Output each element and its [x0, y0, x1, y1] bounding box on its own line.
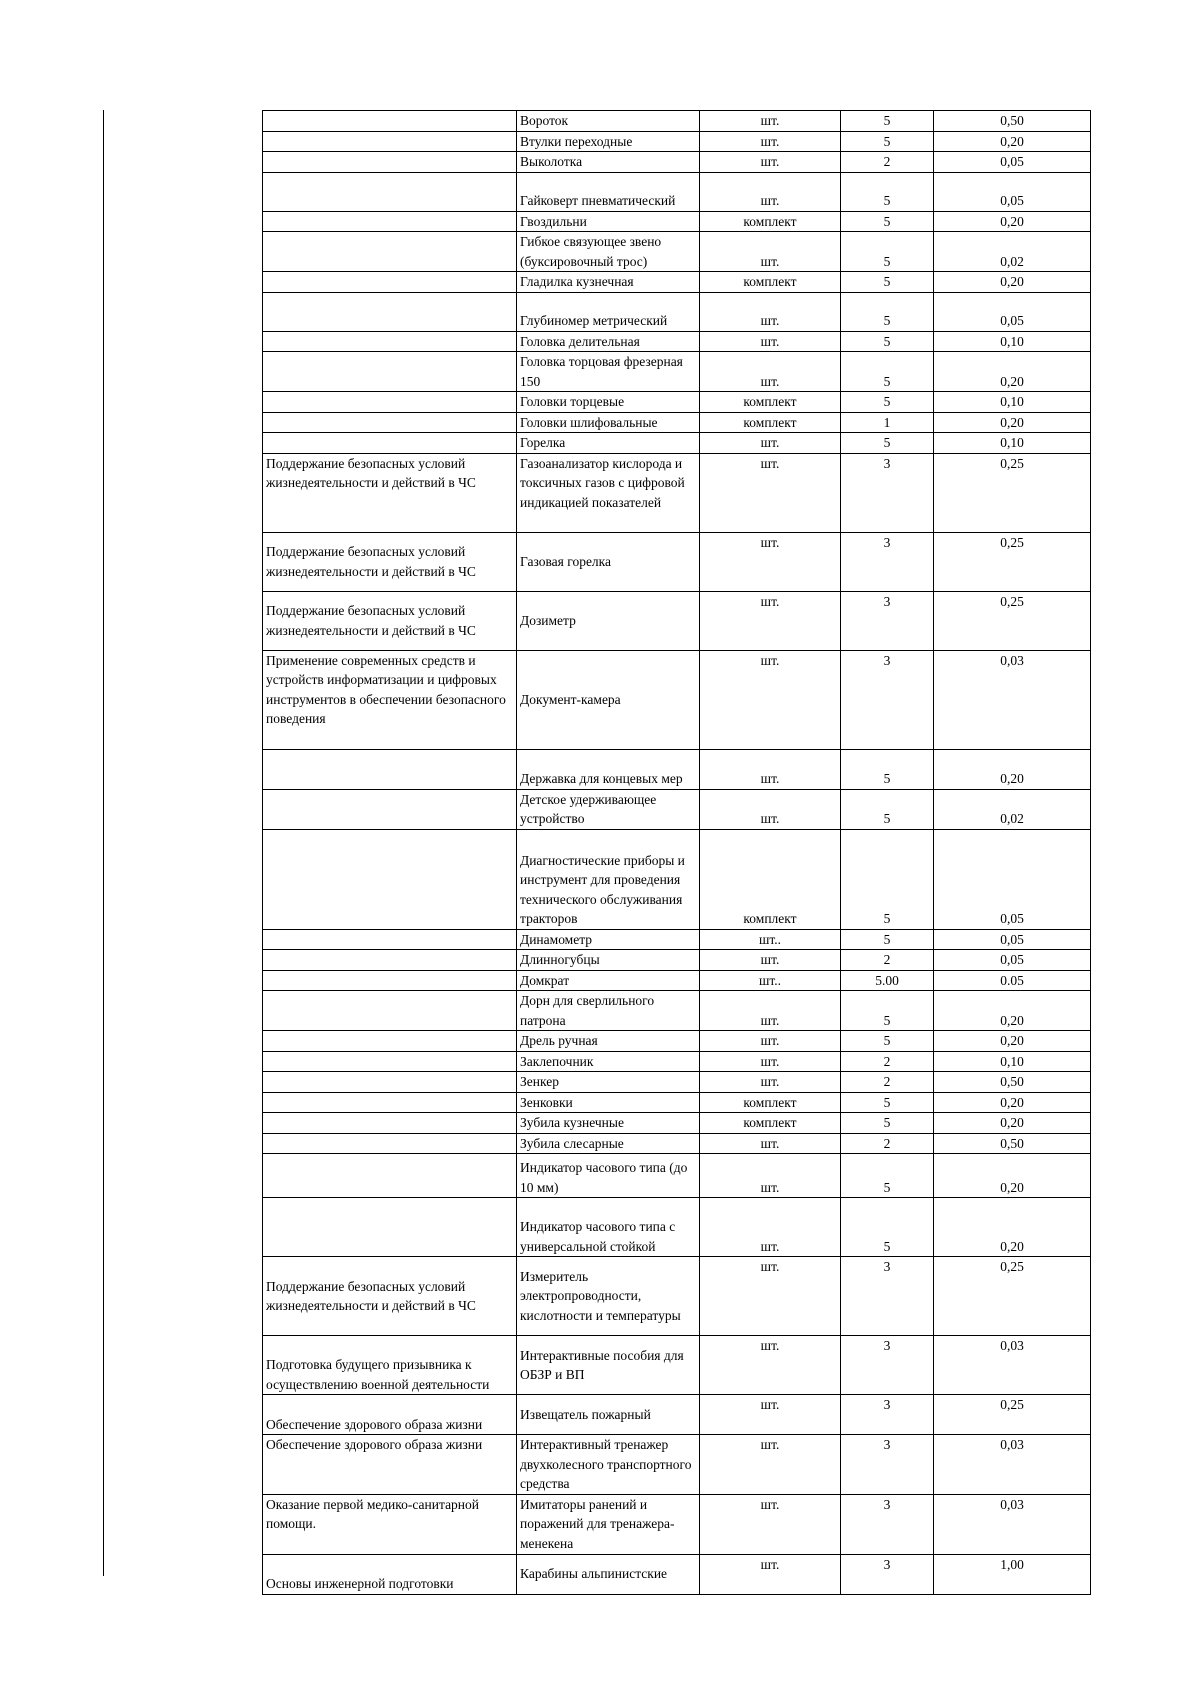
- item-name-cell: Индикатор часового типа (до 10 мм): [517, 1154, 700, 1198]
- quantity-cell: 5: [841, 929, 934, 950]
- unit-cell: шт.: [700, 1031, 841, 1052]
- section-cell: [263, 1198, 517, 1257]
- table-row: [263, 453, 1091, 532]
- item-name-cell: Дозиметр: [517, 591, 700, 650]
- ratio-cell: 0,20: [934, 131, 1091, 152]
- ratio-cell: 0,20: [934, 1092, 1091, 1113]
- unit-cell: комплект: [700, 829, 841, 929]
- quantity-cell: 3: [841, 1395, 934, 1435]
- quantity-cell: 5: [841, 352, 934, 392]
- ratio-cell: 0,03: [934, 1435, 1091, 1495]
- ratio-cell: 0,10: [934, 1051, 1091, 1072]
- section-cell: [263, 433, 517, 454]
- table-row: [263, 532, 1091, 591]
- section-cell: [263, 1113, 517, 1134]
- unit-cell: шт.: [700, 433, 841, 454]
- unit-cell: шт.: [700, 1395, 841, 1435]
- table-row: [263, 331, 1091, 352]
- ratio-cell: 1,00: [934, 1554, 1091, 1594]
- unit-cell: шт.: [700, 152, 841, 173]
- quantity-cell: 3: [841, 532, 934, 591]
- equipment-table: [262, 110, 1091, 1595]
- section-cell: Основы инженерной подготовки: [263, 1554, 517, 1594]
- table-row: [263, 1051, 1091, 1072]
- item-name-cell: Извещатель пожарный: [517, 1395, 700, 1435]
- ratio-cell: 0,50: [934, 1072, 1091, 1093]
- unit-cell: шт.: [700, 1494, 841, 1554]
- item-name-cell: Головка делительная: [517, 331, 700, 352]
- quantity-cell: 2: [841, 1072, 934, 1093]
- item-name-cell: Гибкое связующее звено (буксировочный трос): [517, 232, 700, 272]
- quantity-cell: 3: [841, 1435, 934, 1495]
- quantity-cell: 5: [841, 749, 934, 789]
- section-cell: [263, 111, 517, 132]
- table-row: [263, 1092, 1091, 1113]
- table-row: [263, 970, 1091, 991]
- ratio-cell: 0,25: [934, 532, 1091, 591]
- unit-cell: шт.: [700, 1133, 841, 1154]
- item-name-cell: Зенковки: [517, 1092, 700, 1113]
- table-row: [263, 749, 1091, 789]
- section-cell: [263, 929, 517, 950]
- item-name-cell: Газоанализатор кислорода и токсичных газов с цифровой индикацией показателей: [517, 453, 700, 532]
- ratio-cell: 0,05: [934, 829, 1091, 929]
- section-cell: [263, 789, 517, 829]
- item-name-cell: Выколотка: [517, 152, 700, 173]
- section-cell: Поддержание безопасных условий жизнедеятельности и действий в ЧС: [263, 591, 517, 650]
- unit-cell: комплект: [700, 392, 841, 413]
- section-cell: [263, 1092, 517, 1113]
- ratio-cell: 0,20: [934, 1031, 1091, 1052]
- ratio-cell: 0,03: [934, 650, 1091, 749]
- item-name-cell: Заклепочник: [517, 1051, 700, 1072]
- table-row: [263, 1072, 1091, 1093]
- table-row: [263, 829, 1091, 929]
- item-name-cell: Длинногубцы: [517, 950, 700, 971]
- item-name-cell: Втулки переходные: [517, 131, 700, 152]
- unit-cell: шт.: [700, 1154, 841, 1198]
- item-name-cell: Головки шлифовальные: [517, 412, 700, 433]
- ratio-cell: 0,20: [934, 1198, 1091, 1257]
- quantity-cell: 5: [841, 1154, 934, 1198]
- item-name-cell: Головки торцевые: [517, 392, 700, 413]
- quantity-cell: 5: [841, 1092, 934, 1113]
- section-cell: Поддержание безопасных условий жизнедеятельности и действий в ЧС: [263, 532, 517, 591]
- quantity-cell: 5: [841, 111, 934, 132]
- unit-cell: комплект: [700, 211, 841, 232]
- unit-cell: шт.: [700, 232, 841, 272]
- item-name-cell: Динамометр: [517, 929, 700, 950]
- section-cell: [263, 749, 517, 789]
- ratio-cell: 0,05: [934, 172, 1091, 211]
- quantity-cell: 2: [841, 1051, 934, 1072]
- ratio-cell: 0,25: [934, 453, 1091, 532]
- item-name-cell: Документ-камера: [517, 650, 700, 749]
- section-cell: Применение современных средств и устройств информатизации и цифровых инструментов в обеспечении безопасного поведения: [263, 650, 517, 749]
- ratio-cell: 0,10: [934, 433, 1091, 454]
- section-cell: Поддержание безопасных условий жизнедеятельности и действий в ЧС: [263, 1257, 517, 1336]
- unit-cell: шт.: [700, 1336, 841, 1395]
- section-cell: [263, 131, 517, 152]
- table-row: [263, 591, 1091, 650]
- quantity-cell: 5.00: [841, 970, 934, 991]
- table-row: [263, 433, 1091, 454]
- table-row: [263, 929, 1091, 950]
- unit-cell: шт.: [700, 352, 841, 392]
- item-name-cell: Домкрат: [517, 970, 700, 991]
- section-cell: [263, 172, 517, 211]
- item-name-cell: Глубиномер метрический: [517, 292, 700, 331]
- table-row: [263, 352, 1091, 392]
- quantity-cell: 5: [841, 172, 934, 211]
- table-row: [263, 789, 1091, 829]
- table-row: [263, 152, 1091, 173]
- section-cell: Оказание первой медико-санитарной помощи.: [263, 1494, 517, 1554]
- item-name-cell: Карабины альпинистские: [517, 1554, 700, 1594]
- table-row: [263, 1395, 1091, 1435]
- ratio-cell: 0,25: [934, 1257, 1091, 1336]
- quantity-cell: 5: [841, 1113, 934, 1134]
- table-row: [263, 950, 1091, 971]
- ratio-cell: 0,02: [934, 232, 1091, 272]
- section-cell: Поддержание безопасных условий жизнедеятельности и действий в ЧС: [263, 453, 517, 532]
- section-cell: [263, 331, 517, 352]
- unit-cell: шт.: [700, 1072, 841, 1093]
- table-row: [263, 1257, 1091, 1336]
- ratio-cell: 0,20: [934, 412, 1091, 433]
- item-name-cell: Головка торцовая фрезерная 150: [517, 352, 700, 392]
- ratio-cell: 0,50: [934, 1133, 1091, 1154]
- table-row: [263, 272, 1091, 293]
- quantity-cell: 3: [841, 650, 934, 749]
- table-row: [263, 292, 1091, 331]
- section-cell: [263, 152, 517, 173]
- unit-cell: шт.: [700, 111, 841, 132]
- section-cell: Подготовка будущего призывника к осуществлению военной деятельности: [263, 1336, 517, 1395]
- unit-cell: шт.: [700, 331, 841, 352]
- section-cell: [263, 352, 517, 392]
- unit-cell: комплект: [700, 1092, 841, 1113]
- table-row: [263, 1133, 1091, 1154]
- unit-cell: шт.: [700, 950, 841, 971]
- unit-cell: шт.: [700, 292, 841, 331]
- section-cell: [263, 1154, 517, 1198]
- section-cell: [263, 272, 517, 293]
- table-row: [263, 1554, 1091, 1594]
- unit-cell: шт.: [700, 131, 841, 152]
- quantity-cell: 5: [841, 789, 934, 829]
- quantity-cell: 1: [841, 412, 934, 433]
- ratio-cell: 0,25: [934, 591, 1091, 650]
- ratio-cell: 0,20: [934, 749, 1091, 789]
- ratio-cell: 0,05: [934, 152, 1091, 173]
- ratio-cell: 0,03: [934, 1494, 1091, 1554]
- item-name-cell: Газовая горелка: [517, 532, 700, 591]
- item-name-cell: Державка для концевых мер: [517, 749, 700, 789]
- item-name-cell: Гладилка кузнечная: [517, 272, 700, 293]
- table-row: [263, 1031, 1091, 1052]
- quantity-cell: 3: [841, 1554, 934, 1594]
- quantity-cell: 5: [841, 131, 934, 152]
- item-name-cell: Зенкер: [517, 1072, 700, 1093]
- section-cell: [263, 211, 517, 232]
- section-cell: [263, 950, 517, 971]
- unit-cell: шт.: [700, 1435, 841, 1495]
- ratio-cell: 0,02: [934, 789, 1091, 829]
- item-name-cell: Гвоздильни: [517, 211, 700, 232]
- quantity-cell: 5: [841, 991, 934, 1031]
- ratio-cell: 0,20: [934, 352, 1091, 392]
- ratio-cell: 0,50: [934, 111, 1091, 132]
- item-name-cell: Дорн для сверлильного патрона: [517, 991, 700, 1031]
- section-cell: [263, 1031, 517, 1052]
- table-row: [263, 1336, 1091, 1395]
- unit-cell: шт.: [700, 1051, 841, 1072]
- table-row: [263, 211, 1091, 232]
- table-row: [263, 1154, 1091, 1198]
- unit-cell: шт.: [700, 453, 841, 532]
- table-row: [263, 232, 1091, 272]
- ratio-cell: 0,05: [934, 292, 1091, 331]
- section-cell: Обеспечение здорового образа жизни: [263, 1395, 517, 1435]
- quantity-cell: 5: [841, 1198, 934, 1257]
- table-row: [263, 991, 1091, 1031]
- quantity-cell: 5: [841, 272, 934, 293]
- item-name-cell: Интерактивный тренажер двухколесного транспортного средства: [517, 1435, 700, 1495]
- unit-cell: комплект: [700, 1113, 841, 1134]
- item-name-cell: Интерактивные пособия для ОБЗР и ВП: [517, 1336, 700, 1395]
- section-cell: Обеспечение здорового образа жизни: [263, 1435, 517, 1495]
- left-margin-line: [103, 110, 104, 1576]
- quantity-cell: 3: [841, 1257, 934, 1336]
- quantity-cell: 3: [841, 591, 934, 650]
- quantity-cell: 5: [841, 232, 934, 272]
- quantity-cell: 5: [841, 331, 934, 352]
- item-name-cell: Дрель ручная: [517, 1031, 700, 1052]
- ratio-cell: 0,20: [934, 1154, 1091, 1198]
- table-row: [263, 392, 1091, 413]
- quantity-cell: 3: [841, 1494, 934, 1554]
- table-row: [263, 111, 1091, 132]
- quantity-cell: 5: [841, 1031, 934, 1052]
- section-cell: [263, 392, 517, 413]
- ratio-cell: 0,20: [934, 1113, 1091, 1134]
- item-name-cell: Детское удерживающее устройство: [517, 789, 700, 829]
- item-name-cell: Зубила слесарные: [517, 1133, 700, 1154]
- table-row: [263, 131, 1091, 152]
- section-cell: [263, 232, 517, 272]
- table-row: [263, 1198, 1091, 1257]
- unit-cell: шт.: [700, 591, 841, 650]
- section-cell: [263, 829, 517, 929]
- table-row: [263, 412, 1091, 433]
- quantity-cell: 5: [841, 392, 934, 413]
- section-cell: [263, 1133, 517, 1154]
- unit-cell: шт.: [700, 1257, 841, 1336]
- quantity-cell: 3: [841, 1336, 934, 1395]
- item-name-cell: Измеритель электропроводности, кислотности и температуры: [517, 1257, 700, 1336]
- quantity-cell: 5: [841, 292, 934, 331]
- ratio-cell: 0,20: [934, 211, 1091, 232]
- unit-cell: шт.: [700, 650, 841, 749]
- table-row: [263, 650, 1091, 749]
- item-name-cell: Индикатор часового типа с универсальной стойкой: [517, 1198, 700, 1257]
- ratio-cell: 0,05: [934, 929, 1091, 950]
- ratio-cell: 0,10: [934, 331, 1091, 352]
- item-name-cell: Гайковерт пневматический: [517, 172, 700, 211]
- unit-cell: шт.: [700, 1198, 841, 1257]
- ratio-cell: 0,10: [934, 392, 1091, 413]
- section-cell: [263, 412, 517, 433]
- ratio-cell: 0,25: [934, 1395, 1091, 1435]
- section-cell: [263, 970, 517, 991]
- ratio-cell: 0.05: [934, 970, 1091, 991]
- unit-cell: комплект: [700, 412, 841, 433]
- quantity-cell: 5: [841, 433, 934, 454]
- item-name-cell: Горелка: [517, 433, 700, 454]
- section-cell: [263, 1051, 517, 1072]
- unit-cell: шт.: [700, 749, 841, 789]
- quantity-cell: 3: [841, 453, 934, 532]
- quantity-cell: 2: [841, 152, 934, 173]
- section-cell: [263, 292, 517, 331]
- quantity-cell: 5: [841, 829, 934, 929]
- unit-cell: шт.: [700, 789, 841, 829]
- ratio-cell: 0,05: [934, 950, 1091, 971]
- section-cell: [263, 1072, 517, 1093]
- table-row: [263, 172, 1091, 211]
- unit-cell: шт.: [700, 172, 841, 211]
- ratio-cell: 0,20: [934, 991, 1091, 1031]
- ratio-cell: 0,03: [934, 1336, 1091, 1395]
- table-row: [263, 1494, 1091, 1554]
- unit-cell: шт.: [700, 532, 841, 591]
- ratio-cell: 0,20: [934, 272, 1091, 293]
- unit-cell: шт..: [700, 929, 841, 950]
- table-row: [263, 1435, 1091, 1495]
- item-name-cell: Имитаторы ранений и поражений для тренажера-менекена: [517, 1494, 700, 1554]
- item-name-cell: Диагностические приборы и инструмент для проведения технического обслуживания тракторов: [517, 829, 700, 929]
- quantity-cell: 5: [841, 211, 934, 232]
- unit-cell: шт.: [700, 1554, 841, 1594]
- table-row: [263, 1113, 1091, 1134]
- unit-cell: комплект: [700, 272, 841, 293]
- unit-cell: шт.: [700, 991, 841, 1031]
- section-cell: [263, 991, 517, 1031]
- quantity-cell: 2: [841, 1133, 934, 1154]
- item-name-cell: Зубила кузнечные: [517, 1113, 700, 1134]
- quantity-cell: 2: [841, 950, 934, 971]
- item-name-cell: Вороток: [517, 111, 700, 132]
- unit-cell: шт..: [700, 970, 841, 991]
